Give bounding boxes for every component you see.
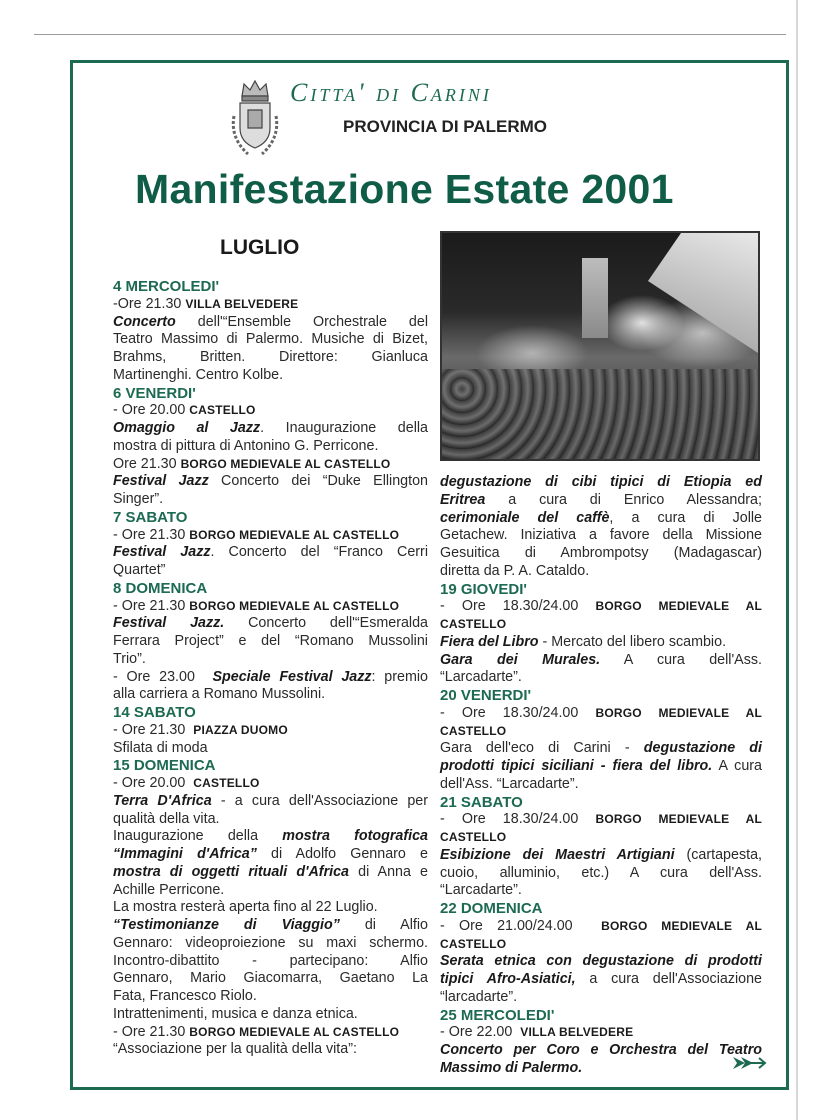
- text: A cura: [712, 758, 762, 774]
- event-day: [113, 385, 428, 509]
- text: a cura dell'Associazione: [575, 971, 762, 987]
- text-line: [440, 847, 762, 865]
- emphasis-text: Esibizione dei Maestri Artigiani: [440, 846, 675, 863]
- day-heading: 19 GIOVEDI': [440, 580, 527, 598]
- emphasis-text: Concerto per Coro e Orchestra del Teatro: [440, 1042, 762, 1058]
- text: Quartet”: [113, 562, 166, 578]
- venue-label: CASTELLO: [193, 776, 260, 790]
- text: Inaugurazione della: [113, 828, 283, 845]
- text-line: [113, 331, 428, 349]
- text: Intrattenimenti, musica e danza etnica.: [113, 1005, 358, 1022]
- text: di Adolfo Gennaro e: [256, 846, 428, 862]
- event-day: [113, 509, 428, 580]
- day-heading: 8 DOMENICA: [113, 579, 208, 597]
- text-line: [440, 492, 762, 510]
- text: “larcadarte”.: [440, 988, 518, 1005]
- text: . Inaugurazione della: [260, 420, 428, 436]
- venue-label: PIAZZA DUOMO: [193, 722, 288, 737]
- text: qualità della vita.: [113, 810, 220, 827]
- text: di Anna e: [349, 863, 428, 880]
- emphasis-text: Eritrea: [440, 491, 486, 508]
- continue-arrow-icon: [731, 1054, 767, 1072]
- text: cuoio, alluminio, etc.) A cura dell'Ass.: [440, 864, 762, 881]
- text-line: [113, 615, 428, 633]
- venue-label: BORGO MEDIEVALE AL CASTELLO: [189, 598, 400, 613]
- day-heading: 7 SABATO: [113, 508, 188, 526]
- text: - Ore 22.00: [440, 1024, 521, 1041]
- emphasis-text: Terra D'Africa: [113, 792, 212, 809]
- text-line: [440, 953, 762, 971]
- text: -Ore 21.30: [113, 295, 186, 312]
- event-day: [113, 757, 428, 1059]
- awning: [648, 233, 758, 353]
- day-heading: 6 VENERDI': [113, 384, 196, 402]
- venue-label: BORGO MEDIEVALE AL CASTELLO: [189, 1024, 400, 1039]
- event-day: [440, 581, 762, 688]
- scan-edge-line: [34, 34, 786, 35]
- text: Gesuitica di Ambrompotsy (Madagascar): [440, 545, 762, 561]
- text-line: [440, 776, 762, 794]
- text: a cura di Enrico Alessandra;: [485, 491, 762, 508]
- scan-edge-shadow: [796, 0, 798, 1120]
- text-line: [440, 811, 762, 829]
- text: - Ore 18.30/24.00: [440, 704, 596, 721]
- venue-label: CASTELLO: [440, 723, 507, 738]
- text: - Ore 18.30/24.00: [440, 598, 596, 615]
- text-line: [440, 1060, 762, 1078]
- text-line: [113, 775, 428, 793]
- text: Concerto dell'“Esmeralda: [224, 615, 428, 632]
- text: - Ore 18.30/24.00: [440, 811, 596, 828]
- text-line: [440, 563, 762, 581]
- text: : premio: [371, 668, 429, 685]
- text-line: [113, 367, 428, 385]
- text-line: [440, 1042, 762, 1060]
- text: - Ore 23.00: [113, 668, 213, 685]
- venue-label: CASTELLO: [440, 936, 507, 951]
- text-line: [440, 598, 762, 616]
- text: “Larcadarte”.: [440, 882, 522, 899]
- text: - Ore 21.30: [113, 721, 194, 738]
- text: . Concerto del “Franco Cerri: [210, 544, 428, 561]
- text-line: [440, 829, 762, 847]
- event-day: [440, 1007, 762, 1078]
- text-line: [113, 722, 428, 740]
- text-line: [440, 918, 762, 936]
- venue-label: BORGO MEDIEVALE AL: [595, 705, 762, 720]
- text: dell'Ass. “Larcadarte”.: [440, 775, 579, 792]
- text-line: [113, 686, 428, 704]
- venue-label: CASTELLO: [440, 617, 507, 631]
- page-title: Manifestazione Estate 2001: [135, 166, 674, 212]
- venue-label: VILLA BELVEDERE: [185, 296, 299, 311]
- text-line: [113, 864, 428, 882]
- text-line: [440, 474, 762, 492]
- left-column: [113, 278, 428, 1059]
- text-line: [113, 651, 428, 669]
- text-line: [113, 988, 428, 1006]
- text: Incontro-dibattito - partecipano: Alfio: [113, 952, 428, 969]
- venue-label: CASTELLO: [189, 403, 256, 418]
- text-line: [113, 562, 428, 580]
- text: mostra di pittura di Antonino G. Perricone.: [113, 437, 379, 454]
- text: - Ore 21.00/24.00: [440, 917, 602, 934]
- venue-label: CASTELLO: [440, 830, 507, 844]
- text-line: [113, 527, 428, 545]
- text-line: [440, 669, 762, 687]
- text: diretta da P. A. Cataldo.: [440, 562, 590, 579]
- emphasis-text: “Testimonianze di Viaggio”: [113, 917, 340, 933]
- text: , a cura di Jolle: [609, 509, 762, 526]
- text-line: [113, 669, 428, 687]
- text: Fata, Francesco Riolo.: [113, 988, 257, 1004]
- emphasis-text: cerimoniale del caffè: [440, 509, 610, 526]
- event-day: [113, 704, 428, 757]
- text-line: [440, 740, 762, 758]
- text: Singer”.: [113, 491, 164, 507]
- event-day: [440, 900, 762, 1007]
- text: Gara dell'eco di Carini -: [440, 740, 644, 757]
- text-line: [440, 723, 762, 741]
- text: Brahms, Britten. Direttore: Gianluca: [113, 349, 428, 365]
- text-line: [113, 402, 428, 420]
- province-name: PROVINCIA DI PALERMO: [343, 117, 548, 136]
- event-day: [440, 474, 762, 581]
- text-line: [440, 758, 762, 776]
- event-day: [440, 794, 762, 901]
- emphasis-text: Festival Jazz.: [113, 615, 225, 632]
- text: - Mercato del libero scambio.: [538, 633, 727, 650]
- text: Ferrara Project” e del “Romano Mussolini: [113, 633, 428, 649]
- text-line: [113, 491, 428, 509]
- text-line: [440, 652, 762, 670]
- text: dell'“Ensemble Orchestrale del: [175, 313, 428, 330]
- text-line: [113, 349, 428, 367]
- text: - Ore 21.30: [113, 597, 190, 614]
- day-heading: 21 SABATO: [440, 793, 523, 811]
- text: Martinenghi. Centro Kolbe.: [113, 366, 284, 383]
- emphasis-text: mostra di oggetti rituali d'Africa: [113, 863, 350, 880]
- text: di Alfio: [339, 917, 428, 933]
- text-line: [113, 740, 428, 758]
- text-line: [113, 953, 428, 971]
- text-line: [113, 1041, 428, 1059]
- text-line: [113, 1006, 428, 1024]
- text: - Ore 20.00: [113, 775, 194, 791]
- text: “Larcadarte”.: [440, 669, 522, 686]
- crowd: [442, 369, 758, 459]
- text: - Ore 21.30: [113, 1023, 190, 1040]
- emphasis-text: Fiera del Libro: [440, 633, 539, 650]
- day-heading: 20 VENERDI': [440, 687, 532, 704]
- text-line: [113, 828, 428, 846]
- venue-label: VILLA BELVEDERE: [520, 1025, 634, 1040]
- text-line: [440, 510, 762, 528]
- venue-label: BORGO MEDIEVALE AL: [601, 918, 762, 933]
- text-line: [440, 705, 762, 723]
- bell-tower: [582, 258, 608, 338]
- emphasis-text: Concerto: [113, 313, 176, 330]
- text: Gennaro, Mario Giacomarra, Gaetano La: [113, 970, 428, 987]
- venue-label: BORGO MEDIEVALE AL: [595, 599, 762, 614]
- text-line: [113, 846, 428, 864]
- text: - a cura dell'Associazione per: [211, 792, 428, 809]
- venue-label: BORGO MEDIEVALE AL CASTELLO: [189, 527, 400, 542]
- emphasis-text: Serata etnica con degustazione di prodotti: [440, 953, 762, 970]
- text-line: [113, 473, 428, 491]
- day-heading: 14 SABATO: [113, 704, 196, 721]
- text: Gennaro: videoproiezione su maxi schermo.: [113, 934, 428, 951]
- text-line: [440, 865, 762, 883]
- text-line: [113, 970, 428, 988]
- emphasis-text: Speciale Festival Jazz: [212, 668, 372, 685]
- text-line: [440, 1024, 762, 1042]
- text-line: [440, 527, 762, 545]
- emphasis-text: “Immagini d'Africa”: [113, 846, 257, 862]
- text-line: [440, 634, 762, 652]
- text-line: [440, 936, 762, 954]
- text-line: [113, 544, 428, 562]
- emphasis-text: Gara dei Murales.: [440, 651, 601, 668]
- text: Achille Perricone.: [113, 881, 225, 898]
- emphasis-text: Festival Jazz: [113, 473, 209, 490]
- text-line: [113, 917, 428, 935]
- text-line: [113, 882, 428, 900]
- day-heading: 4 MERCOLEDI': [113, 278, 220, 295]
- text-line: [113, 438, 428, 456]
- text: Sfilata di moda: [113, 739, 208, 756]
- text-line: [113, 314, 428, 332]
- emphasis-text: tipici Afro-Asiatici,: [440, 971, 576, 987]
- text: - Ore 21.30: [113, 526, 190, 543]
- emphasis-text: mostra fotografica: [282, 828, 428, 845]
- day-heading: 22 DOMENICA: [440, 900, 543, 917]
- text-line: [113, 633, 428, 651]
- text-line: [440, 545, 762, 563]
- text-line: [113, 296, 428, 314]
- text-line: [440, 989, 762, 1007]
- text: Getachew. Iniziativa a favore della Missione: [440, 527, 762, 544]
- event-day: [113, 580, 428, 704]
- day-heading: 15 DOMENICA: [113, 757, 216, 775]
- text: Teatro Massimo di Palermo. Musiche di Bizet,: [113, 331, 428, 348]
- text-line: [440, 616, 762, 634]
- city-crest-icon: [226, 76, 284, 160]
- right-column: [440, 474, 762, 1078]
- text-line: [113, 420, 428, 438]
- text-line: [113, 935, 428, 953]
- text-line: [113, 1024, 428, 1042]
- text: (cartapesta,: [674, 846, 762, 863]
- text-line: [440, 971, 762, 989]
- emphasis-text: degustazione di cibi tipici di Etiopia ed: [440, 474, 762, 490]
- text-line: [113, 899, 428, 917]
- text: Trio”.: [113, 650, 146, 667]
- text: “Associazione per la qualità della vita”:: [113, 1041, 357, 1058]
- text: La mostra resterà aperta fino al 22 Luglio.: [113, 899, 378, 916]
- text-line: [113, 456, 428, 474]
- text: Ore 21.30: [113, 455, 181, 472]
- text: A cura dell'Ass.: [600, 651, 762, 668]
- emphasis-text: Omaggio al Jazz: [113, 420, 261, 436]
- city-name: Citta' di Carini: [290, 78, 492, 107]
- text-line: [113, 811, 428, 829]
- text-line: [113, 598, 428, 616]
- emphasis-text: Massimo di Palermo.: [440, 1059, 583, 1076]
- night-crowd-photo: [440, 231, 760, 461]
- event-day: [113, 278, 428, 385]
- emphasis-text: Festival Jazz: [113, 544, 211, 561]
- text-line: [440, 882, 762, 900]
- text: Concerto dei “Duke Ellington: [208, 473, 428, 490]
- event-day: [440, 687, 762, 794]
- emphasis-text: degustazione di: [643, 740, 763, 757]
- emphasis-text: prodotti tipici siciliani - fiera del libro.: [440, 758, 713, 774]
- text-line: [113, 793, 428, 811]
- month-heading: LUGLIO: [220, 236, 300, 259]
- venue-label: BORGO MEDIEVALE AL CASTELLO: [180, 456, 391, 471]
- venue-label: BORGO MEDIEVALE AL: [595, 812, 762, 827]
- day-heading: 25 MERCOLEDI': [440, 1006, 555, 1024]
- text: - Ore 20.00: [113, 402, 190, 419]
- text: alla carriera a Romano Mussolini.: [113, 686, 326, 703]
